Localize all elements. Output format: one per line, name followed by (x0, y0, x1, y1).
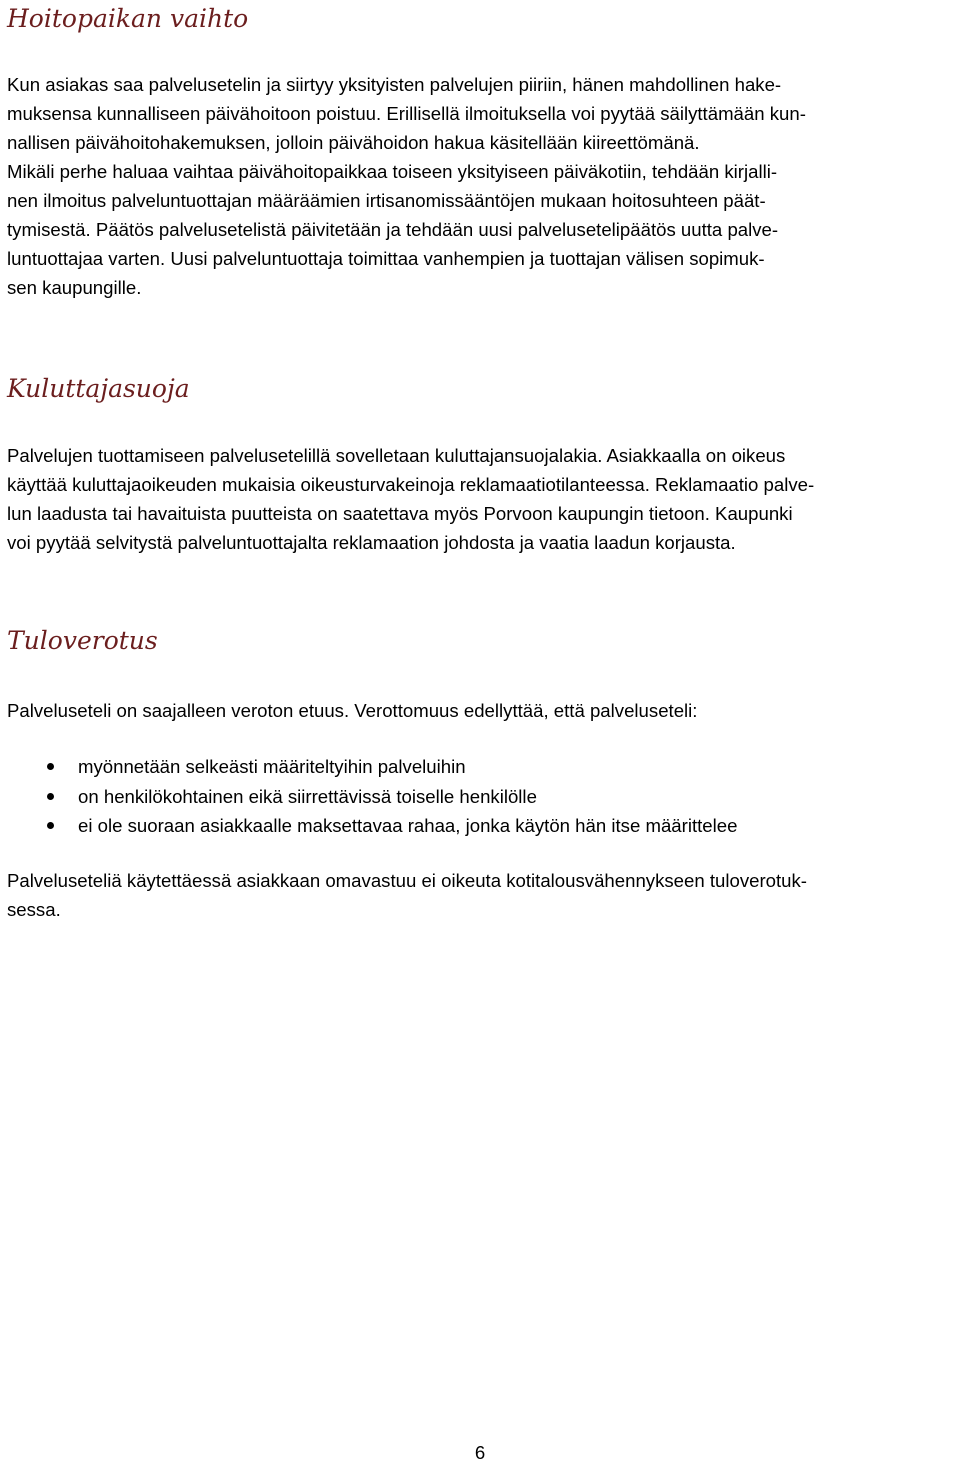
text-line: muksensa kunnalliseen päivähoitoon poistuu. Erillisellä ilmoituksella voi pyytää säilyttämään kun- (7, 103, 806, 124)
page-number: 6 (474, 1442, 486, 1463)
section-paragraph-hoitopaikan-vaihto (7, 70, 806, 302)
bullet-text: on henkilökohtainen eikä siirrettävissä toiselle henkilölle (78, 785, 537, 807)
text-line: Kun asiakas saa palvelusetelin ja siirtyy yksityisten palvelujen piiriin, hänen mahdollinen hake- (7, 74, 782, 95)
section-intro-tuloverotus (7, 696, 697, 725)
bullet-dot-icon (47, 793, 54, 800)
bullet-text: ei ole suoraan asiakkaalle maksettavaa rahaa, jonka käytön hän itse määrittelee (78, 815, 738, 836)
text-line: voi pyytää selvitystä palveluntuottajalta reklamaation johdosta ja vaatia laadun korjausta. (7, 532, 736, 553)
text-line: Palveluseteli on saajalleen veroton etuus. Verottomuus edellyttää, että palveluseteli: (7, 700, 698, 721)
text-line: nen ilmoitus palveluntuottajan määräämien irtisanomissääntöjen mukaan hoitosuhteen päät- (7, 190, 766, 211)
text-line: luntuottajaa varten. Uusi palveluntuottaja toimittaa vanhempien ja tuottajan välisen sopimuk- (7, 248, 765, 269)
bullet-dot-icon (47, 763, 54, 770)
text-line: Mikäli perhe haluaa vaihtaa päivähoitopaikkaa toiseen yksityiseen päiväkotiin, tehdään kirjalli- (7, 161, 778, 182)
text-line: sessa. (7, 899, 61, 920)
section-heading-hoitopaikan-vaihto: Hoitopaikan vaihto (7, 4, 249, 33)
bullet-text: myönnetään selkeästi määriteltyihin palveluihin (78, 756, 466, 777)
section-heading-tuloverotus: Tuloverotus (7, 626, 158, 655)
text-line: Palvelujen tuottamiseen palvelusetelillä sovelletaan kuluttajansuojalakia. Asiakkaalla on oikeus (7, 445, 786, 466)
text-line: lun laadusta tai havaituista puutteista on saatettava myös Porvoon kaupungin tietoon. Kaupunki (7, 503, 793, 524)
section-heading-kuluttajasuoja: Kuluttajasuoja (7, 374, 190, 403)
text-line: sen kaupungille. (7, 277, 142, 298)
text-line: käyttää kuluttajaoikeuden mukaisia oikeusturvakeinoja reklamaatiotilanteessa. Reklamaatio palve- (7, 474, 815, 495)
section-paragraph-kuluttajasuoja (7, 441, 814, 557)
text-line: tymisestä. Päätös palvelusetelistä päivitetään ja tehdään uusi palvelusetelipäätös uutta palve- (7, 219, 779, 240)
text-line: nallisen päivähoitohakemuksen, jolloin päivähoidon hakua käsitellään kiireettömänä. (7, 132, 700, 153)
section-paragraph-tuloverotus (7, 866, 807, 924)
text-line: Palveluseteliä käytettäessä asiakkaan omavastuu ei oikeuta kotitalousvähennykseen tuloverotuk- (7, 870, 808, 891)
bullet-dot-icon (47, 822, 54, 829)
